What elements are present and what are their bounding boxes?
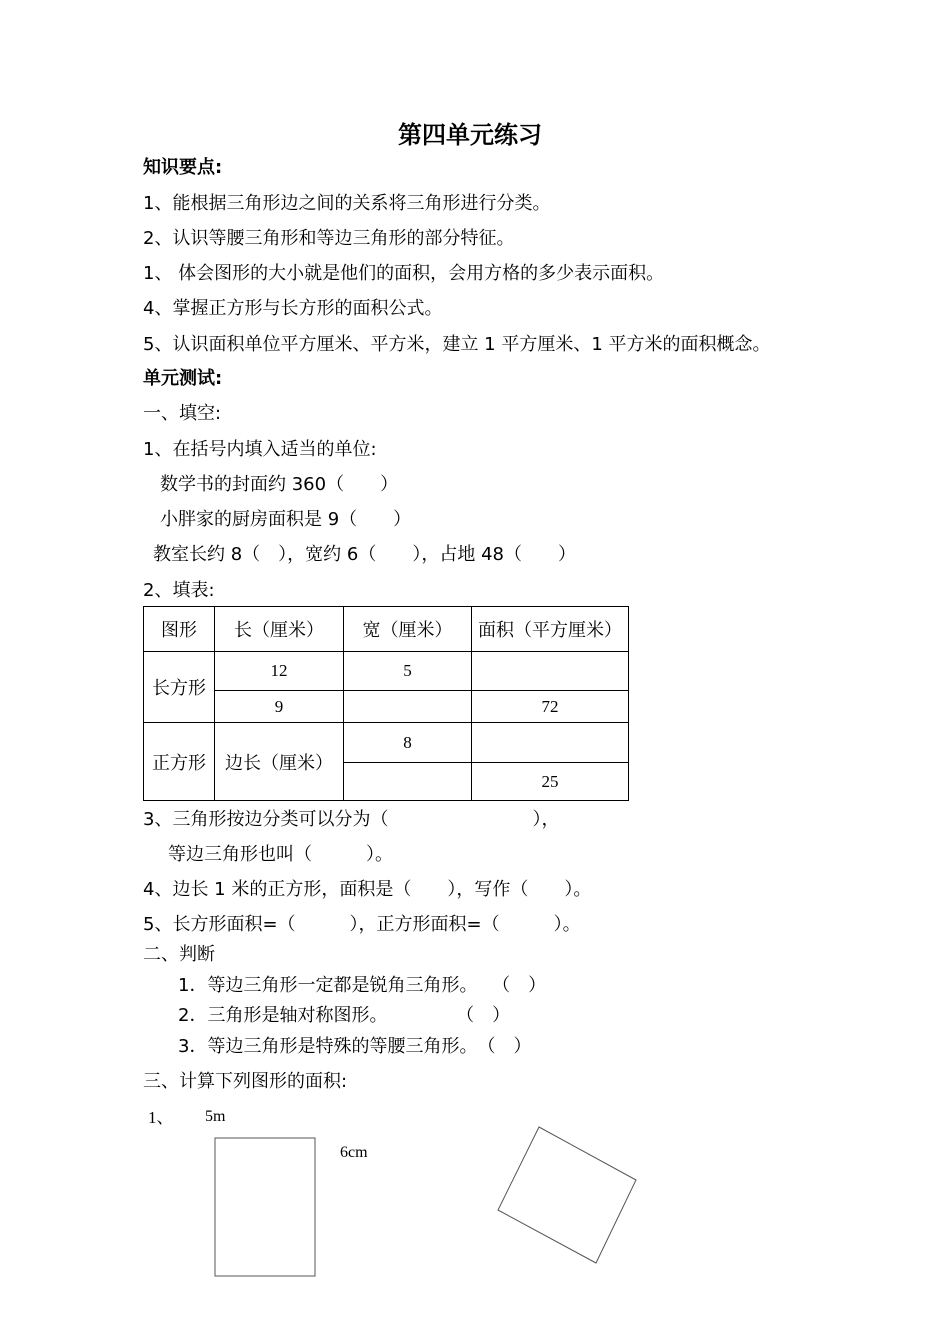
calc-question-1-label: 1、 bbox=[148, 1108, 174, 1127]
table-row-label: 边长（厘米） bbox=[215, 723, 344, 801]
table-cell: 8 bbox=[344, 723, 472, 763]
table-header: 面积（平方厘米） bbox=[472, 607, 629, 652]
section-3-heading: 三、计算下列图形的面积: bbox=[143, 1071, 348, 1092]
height-label: 6cm bbox=[340, 1144, 368, 1161]
question-1-label: 1、在括号内填入适当的单位: bbox=[143, 439, 377, 460]
table-header: 宽（厘米） bbox=[344, 607, 472, 652]
table-cell: 12 bbox=[215, 652, 344, 691]
section-2-heading: 二、判断 bbox=[143, 944, 215, 965]
page-title: 第四单元练习 bbox=[398, 121, 542, 149]
judge-item: 1．等边三角形一定都是锐角三角形。 （ ） bbox=[178, 975, 547, 996]
table-cell: 9 bbox=[215, 691, 344, 723]
question-3-line: 等边三角形也叫（ ）。 bbox=[168, 844, 393, 865]
table-cell: 5 bbox=[344, 652, 472, 691]
knowledge-item: 1、 体会图形的大小就是他们的面积，会用方格的多少表示面积。 bbox=[143, 263, 665, 284]
knowledge-item: 5、认识面积单位平方厘米、平方米，建立 1 平方厘米、1 平方米的面积概念。 bbox=[143, 334, 771, 355]
knowledge-item: 2、认识等腰三角形和等边三角形的部分特征。 bbox=[143, 228, 515, 249]
table-row-label: 正方形 bbox=[144, 723, 215, 801]
table-cell: 72 bbox=[472, 691, 629, 723]
table-cell: 25 bbox=[472, 763, 629, 801]
table-header: 图形 bbox=[144, 607, 215, 652]
question-1-line: 小胖家的厨房面积是 9（ ） bbox=[160, 509, 412, 530]
question-3-line: 3、三角形按边分类可以分为（ ）， bbox=[143, 809, 560, 830]
question-1-line: 教室长约 8（ ），宽约 6（ ），占地 48（ ） bbox=[153, 544, 576, 565]
test-heading: 单元测试: bbox=[143, 368, 223, 389]
tilted-square-shape bbox=[498, 1127, 636, 1263]
question-1-line: 数学书的封面约 360（ ） bbox=[160, 474, 399, 495]
judge-item: 2．三角形是轴对称图形。 （ ） bbox=[178, 1005, 511, 1026]
question-5: 5、长方形面积=（ ），正方形面积=（ ）。 bbox=[143, 914, 581, 935]
rectangle-shape bbox=[215, 1138, 315, 1276]
section-1-heading: 一、填空: bbox=[143, 403, 222, 424]
knowledge-heading: 知识要点: bbox=[143, 157, 223, 178]
width-label: 5m bbox=[205, 1108, 226, 1125]
question-4: 4、边长 1 米的正方形，面积是（ ），写作（ ）。 bbox=[143, 879, 592, 900]
question-2-label: 2、填表: bbox=[143, 580, 215, 601]
table-header: 长（厘米） bbox=[215, 607, 344, 652]
judge-item: 3．等边三角形是特殊的等腰三角形。 （ ） bbox=[178, 1036, 532, 1057]
knowledge-item: 4、掌握正方形与长方形的面积公式。 bbox=[143, 298, 443, 319]
knowledge-item: 1、能根据三角形边之间的关系将三角形进行分类。 bbox=[143, 193, 551, 214]
table-row-label: 长方形 bbox=[144, 652, 215, 723]
